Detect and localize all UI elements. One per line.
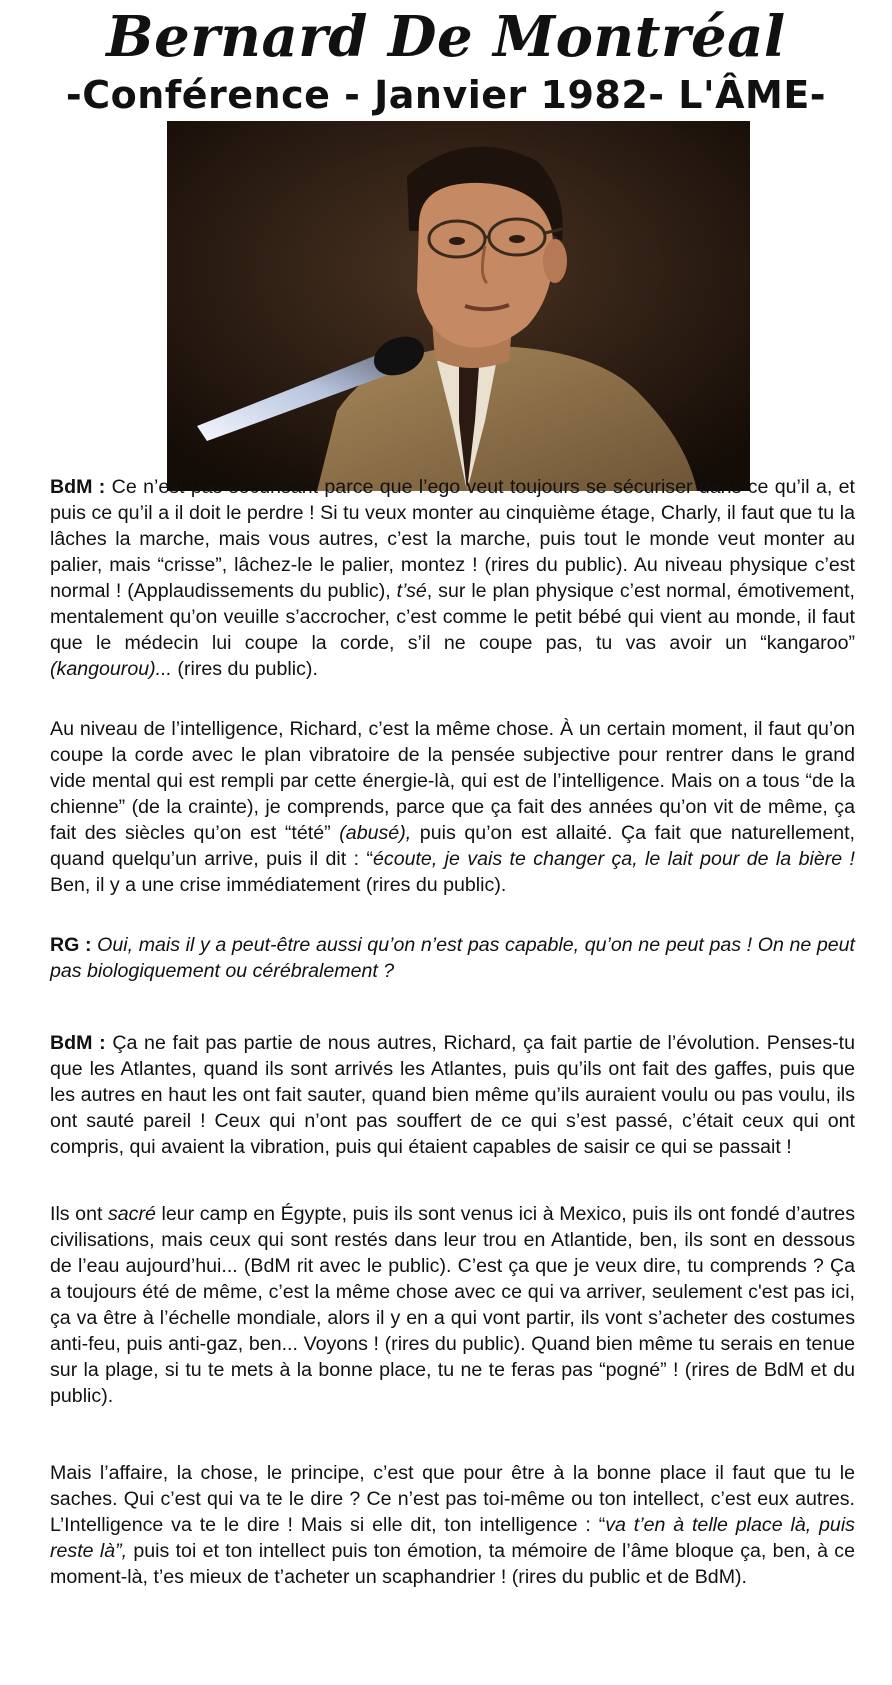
speaker-photo-drawing: [167, 121, 750, 491]
speaker-label: RG :: [50, 934, 92, 956]
paragraph-3: [50, 932, 855, 984]
paragraph-3-text: RG : Oui, mais il y a peut-être aussi qu’on n’est pas capable, qu’on ne peut pas ! On ne peut pas biologiquement ou cérébralement ?: [50, 934, 855, 982]
paragraph-5-text: Ils ont sacré leur camp en Égypte, puis ils sont venus ici à Mexico, puis ils ont fondé d’autres civilisations, mais ceux qui sont restés dans leur trou en Atlantide, ben, ils sont en dessous de l’eau aujourd’hui... (BdM rit avec le public). C’est ça que je veux dire, tu comprends ? Ça a toujours été de même, c’est la même chose avec ce qui va arriver, seulement c'est pas ici, ça va être à l’échelle mondiale, alors il y en a qui vont partir, ils vont s’acheter des costumes anti-feu, puis anti-gaz, ben... Voyons ! (rires du public). Quand bien même tu serais en tenue sur la plage, si tu te mets à la bonne place, tu ne te feras pas “pogné” ! (rires de BdM et du public).: [50, 1203, 855, 1407]
speaker-label: BdM :: [50, 1032, 106, 1054]
speaker-photo: [167, 121, 750, 491]
paragraph-2: [50, 716, 855, 898]
paragraph-6-text: Mais l’affaire, la chose, le principe, c’est que pour être à la bonne place il faut que tu le saches. Qui c’est qui va te le dire ? Ce n’est pas toi-même ou ton intellect, c’est eux autres. L’Intelligence va te le dire ! Mais si elle dit, ton intelligence : “va t’en à telle place là, puis reste là”, puis toi et ton intellect puis ton émotion, ta mémoire de l’âme bloque ça, ben, à ce moment-là, t’es mieux de t’acheter un scaphandrier ! (rires du public et de BdM).: [50, 1462, 855, 1588]
paragraph-5: [50, 1201, 855, 1409]
page-title: Bernard De Montréal: [106, 4, 786, 70]
paragraph-4-text: BdM : Ça ne fait pas partie de nous autres, Richard, ça fait partie de l’évolution. Penses-tu que les Atlantes, quand ils sont arrivés les Atlantes, puis qu’ils ont fait des gaffes, puis que les autres en haut les ont fait sauter, quand bien même qu’ils auraient voulu ou pas voulu, ils ont sauté pareil ! Ceux qui n’ont pas souffert de ce qui s’est passé, c’était ceux qui ont compris, qui avaient la vibration, puis qui étaient capables de saisir ce qui se passait !: [50, 1032, 855, 1158]
paragraph-1-text: BdM : Ce n’est pas sécurisant parce que l’ego veut toujours se sécuriser dans ce qu’il a, et puis ce qu’il a il doit le perdre ! Si tu veux monter au cinquième étage, Charly, il faut que tu la lâches la marche, mais vous autres, c’est la marche, puis tout le monde veut monter au palier, mais “crisse”, lâchez-le le palier, montez ! (rires du public). Au niveau physique c’est normal ! (Applaudissements du public), t’sé, sur le plan physique c’est normal, émotivement, mentalement qu’on veuille s’accrocher, c’est comme le petit bébé qui vient au monde, il faut que le médecin lui coupe la corde, s’il ne coupe pas, tu vas avoir un “kangaroo” (kangourou)... (rires du public).: [50, 476, 855, 680]
paragraph-4: [50, 1030, 855, 1160]
paragraph-6: [50, 1460, 855, 1590]
page-subtitle: -Conférence - Janvier 1982- L'ÂME-: [65, 73, 827, 117]
paragraph-1: [50, 474, 855, 682]
paragraph-2-text: Au niveau de l’intelligence, Richard, c’est la même chose. À un certain moment, il faut qu’on coupe la corde avec le plan vibratoire de la pensée subjective pour rentrer dans le grand vide mental qui est rempli par cette énergie-là, qui est de l’intelligence. Mais on a tous “de la chienne” (de la crainte), je comprends, parce que ça fait des années qu’on vit de même, ça fait des siècles qu’on est “tété” (abusé), puis qu’on est allaité. Ça fait que naturellement, quand quelqu’un arrive, puis il dit : “écoute, je vais te changer ça, le lait pour de la bière ! Ben, il y a une crise immédiatement (rires du public).: [50, 718, 855, 896]
speaker-label: BdM :: [50, 476, 106, 498]
